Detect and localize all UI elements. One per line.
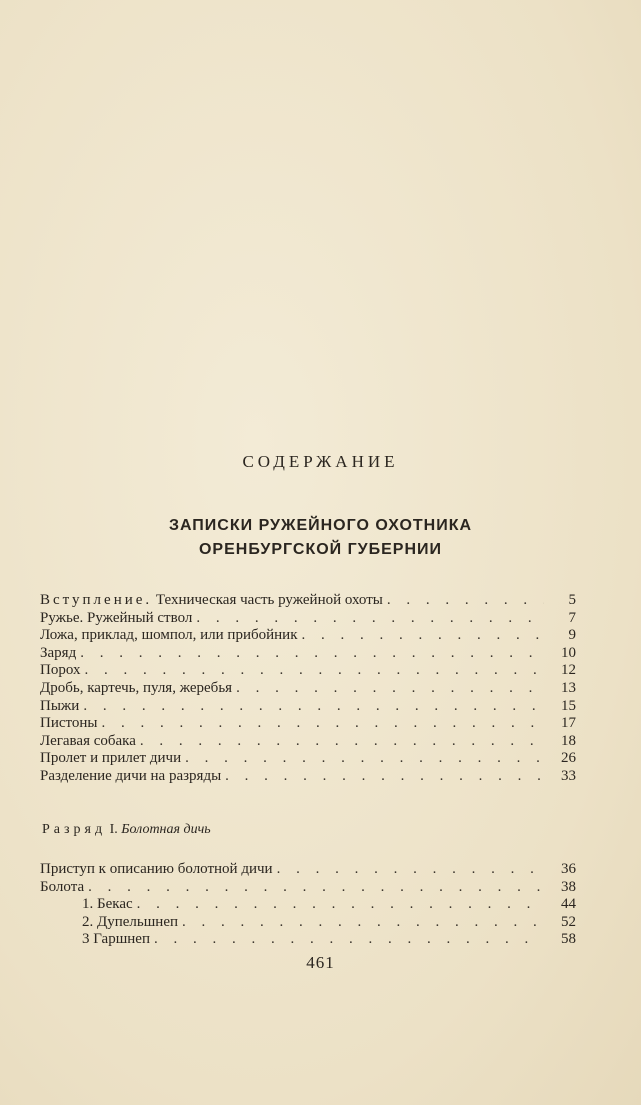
toc-entry-page: 5 [568, 592, 576, 608]
dot-leader [83, 698, 544, 716]
toc-entry-page: 33 [561, 767, 576, 784]
toc-entry[interactable] [40, 879, 576, 897]
dot-leader [196, 610, 544, 628]
toc-entry-page: 52 [561, 913, 576, 930]
toc-entry-label: Легавая собака [40, 732, 136, 749]
dot-leader [182, 914, 544, 932]
toc-entry-page: 12 [561, 662, 576, 679]
dot-leader [140, 733, 544, 751]
toc-entry-page: 9 [568, 627, 576, 644]
toc-entry-label: Пыжи [40, 697, 80, 714]
toc-entry[interactable] [40, 931, 576, 949]
dot-leader [185, 750, 544, 768]
toc-entry[interactable] [40, 750, 576, 768]
toc-entry[interactable] [40, 768, 576, 786]
dot-leader [84, 662, 544, 680]
dot-leader [88, 879, 544, 897]
toc-entry[interactable] [40, 662, 576, 680]
dot-leader [301, 627, 544, 645]
toc-entry-label: Пистоны [40, 715, 98, 732]
toc-entry-page: 13 [561, 679, 576, 696]
toc-entry-label: Ружье. Ружейный ствол [40, 609, 193, 626]
dot-leader [277, 861, 544, 879]
page-number: 461 [306, 953, 335, 972]
toc-entry-label: 2. Дупельшнеп [82, 913, 179, 930]
toc-entry[interactable] [40, 715, 576, 733]
work-title-line-1: ЗАПИСКИ РУЖЕЙНОГО ОХОТНИКА [168, 517, 473, 534]
toc-entry-page: 36 [561, 861, 576, 877]
section-number: I. [106, 822, 122, 837]
toc-entry-page: 18 [561, 732, 576, 749]
toc-entry-page: 10 [561, 644, 576, 661]
toc-entry[interactable] [40, 610, 576, 628]
toc-entry-label: Заряд [40, 644, 77, 661]
section-name: Болотная дичь [121, 822, 211, 837]
dot-leader [101, 715, 544, 733]
toc-entry-page: 17 [561, 715, 576, 732]
toc-entry-label: Вступление. Техническая часть ружейной охоты [40, 592, 383, 608]
toc-entry[interactable] [40, 680, 576, 698]
toc-entry[interactable] [40, 861, 576, 879]
toc-section-list [40, 861, 576, 949]
toc-entry[interactable] [40, 896, 576, 914]
contents-heading: СОДЕРЖАНИЕ [242, 452, 399, 471]
toc-entry-label: Приступ к описанию болотной дичи [40, 861, 273, 877]
toc-entry-page: 7 [568, 609, 576, 626]
dot-leader [225, 768, 544, 786]
toc-entry-page: 38 [561, 878, 576, 895]
toc-entry[interactable] [40, 627, 576, 645]
toc-entry-label: Разделение дичи на разряды [40, 767, 222, 784]
toc-main-list [40, 592, 576, 786]
toc-entry-label: Порох [40, 662, 81, 679]
toc-entry[interactable] [40, 698, 576, 716]
dot-leader [154, 931, 544, 949]
work-title-line-2: ОРЕНБУРГСКОЙ ГУБЕРНИИ [198, 541, 443, 558]
dot-leader [387, 592, 544, 610]
toc-entry-label: Ложа, приклад, шомпол, или прибойник [40, 627, 298, 644]
section-heading [42, 822, 211, 838]
dot-leader [236, 680, 544, 698]
toc-entry-label: Болота [40, 878, 85, 895]
toc-entry-label: Пролет и прилет дичи [40, 750, 182, 767]
toc-entry-page: 44 [561, 896, 576, 913]
toc-entry-label: Дробь, картечь, пуля, жеребья [40, 679, 233, 696]
toc-entry-introduction[interactable] [40, 592, 576, 610]
toc-entry[interactable] [40, 914, 576, 932]
toc-entry-label: 1. Бекас [82, 896, 133, 913]
section-word: Разряд [42, 822, 107, 837]
toc-entry-label: 3 Гаршнеп [82, 931, 150, 948]
toc-entry-page: 58 [561, 931, 576, 948]
toc-entry-page: 26 [561, 750, 576, 767]
toc-entry-page: 15 [561, 697, 576, 714]
toc-entry[interactable] [40, 733, 576, 751]
dot-leader [80, 645, 544, 663]
dot-leader [137, 896, 544, 914]
toc-entry[interactable] [40, 645, 576, 663]
